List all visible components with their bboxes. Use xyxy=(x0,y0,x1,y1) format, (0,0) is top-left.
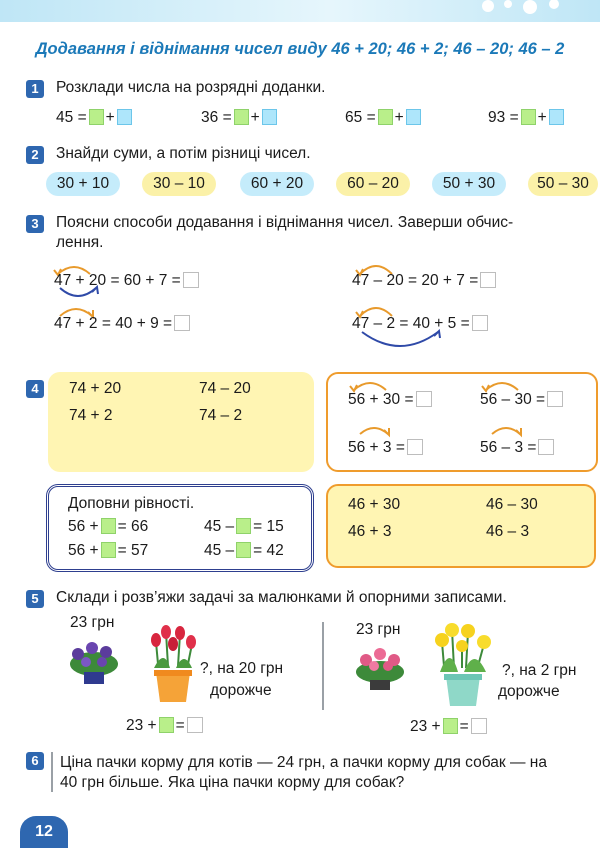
eq-text: 47 – 2 = 40 + 5 = xyxy=(352,315,470,332)
eq-left: 45 – xyxy=(204,518,235,535)
answer-box[interactable] xyxy=(416,391,432,407)
answer-box[interactable] xyxy=(471,718,487,734)
task-6-number: 6 xyxy=(26,752,44,770)
eq-left: 23 + xyxy=(126,717,157,734)
box2-eq-2 xyxy=(480,391,565,409)
eq-text: 56 + 3 = xyxy=(348,439,405,456)
green-answer-box[interactable] xyxy=(101,542,116,558)
eq-left: 56 + xyxy=(68,542,99,559)
pill-diff-3: 50 – 30 xyxy=(528,172,598,196)
task-6-line2: 40 грн більше. Яка ціна пачки корму для собак? xyxy=(60,774,405,791)
box2-eq-3 xyxy=(348,439,425,457)
eq-right: = 15 xyxy=(253,518,284,535)
answer-box[interactable] xyxy=(174,315,190,331)
green-answer-box[interactable] xyxy=(159,717,174,733)
eq-left: 56 + xyxy=(68,518,99,535)
answer-box[interactable] xyxy=(183,272,199,288)
daffodils-pot-icon xyxy=(432,622,494,710)
page-number: 12 xyxy=(20,816,68,848)
task-1-item-1 xyxy=(56,109,134,127)
task-6-bar xyxy=(51,752,53,792)
task-3-arrows xyxy=(40,252,600,362)
left-price: 23 грн xyxy=(70,614,115,631)
task-1-text: Розклади числа на розрядні доданки. xyxy=(56,79,326,96)
eq-right: = 66 xyxy=(117,518,149,535)
plus-sign: + xyxy=(105,109,115,126)
answer-box[interactable] xyxy=(187,717,203,733)
equals-sign: = xyxy=(175,717,185,734)
box3-eq-3 xyxy=(68,542,148,560)
pill-sum-2: 60 + 20 xyxy=(240,172,314,196)
blue-answer-box[interactable] xyxy=(549,109,564,125)
box4-expr-2: 46 – 30 xyxy=(486,496,538,513)
task-2-number: 2 xyxy=(26,146,44,164)
equals-sign: = xyxy=(459,718,469,735)
eq-text: 56 – 30 = xyxy=(480,391,546,408)
green-answer-box[interactable] xyxy=(378,109,393,125)
right-question-1: ?, на 2 грн xyxy=(502,662,577,679)
task-6-line1: Ціна пачки корму для котів — 24 грн, а пачки корму для собак — на xyxy=(60,754,547,771)
pill-sum-1: 30 + 10 xyxy=(46,172,120,196)
task-3-number: 3 xyxy=(26,215,44,233)
task-3-eq-4 xyxy=(352,315,490,333)
task-5-divider xyxy=(322,622,324,710)
box1-expr-3: 74 + 2 xyxy=(69,407,113,424)
eq-right: = 42 xyxy=(253,542,284,559)
plus-sign: + xyxy=(250,109,260,126)
eq-left: 45 – xyxy=(204,542,235,559)
task-1-item-2 xyxy=(201,109,279,127)
pill-sum-3: 50 + 30 xyxy=(432,172,506,196)
equals-sign: = xyxy=(366,109,376,126)
right-price: 23 грн xyxy=(356,621,401,638)
plus-sign: + xyxy=(537,109,547,126)
box2-eq-4 xyxy=(480,439,556,457)
equals-sign: = xyxy=(509,109,519,126)
page-title: Додавання і віднімання чисел виду 46 + 20; 46 + 2; 46 – 20; 46 – 2 xyxy=(35,40,565,58)
task-1-item-3 xyxy=(345,109,423,127)
right-question-2: дорожче xyxy=(498,683,560,700)
eq-text: 47 + 20 = 60 + 7 = xyxy=(54,272,181,289)
answer-box[interactable] xyxy=(538,439,554,455)
left-equation xyxy=(126,717,205,735)
pill-diff-1: 30 – 10 xyxy=(142,172,216,196)
box3-title: Доповни рівності. xyxy=(68,495,195,512)
answer-box[interactable] xyxy=(472,315,488,331)
left-question-2: дорожче xyxy=(210,682,272,699)
number: 93 xyxy=(488,109,506,126)
box4-expr-3: 46 + 3 xyxy=(348,523,392,540)
eq-left: 23 + xyxy=(410,718,441,735)
task-5-text: Склади і розв’яжи задачі за малюнками й опорними записами. xyxy=(56,589,507,606)
eq-text: 56 – 3 = xyxy=(480,439,537,456)
box1-expr-2: 74 – 20 xyxy=(199,380,251,397)
equals-sign: = xyxy=(222,109,232,126)
green-answer-box[interactable] xyxy=(443,718,458,734)
blue-answer-box[interactable] xyxy=(262,109,277,125)
box3-eq-2 xyxy=(204,518,284,536)
task-1-number: 1 xyxy=(26,80,44,98)
violets-pot-icon xyxy=(66,634,122,686)
answer-box[interactable] xyxy=(407,439,423,455)
task-2-text: Знайди суми, а потім різниці чисел. xyxy=(56,145,311,162)
plus-sign: + xyxy=(394,109,404,126)
answer-box[interactable] xyxy=(480,272,496,288)
task-3-text-line2: лення. xyxy=(56,234,104,251)
right-equation xyxy=(410,718,489,736)
pill-diff-2: 60 – 20 xyxy=(336,172,410,196)
box4-expr-1: 46 + 30 xyxy=(348,496,401,513)
number: 65 xyxy=(345,109,363,126)
box2-eq-1 xyxy=(348,391,434,409)
task-3-eq-3 xyxy=(54,315,192,333)
task-3-eq-1 xyxy=(54,272,201,290)
number: 45 xyxy=(56,109,74,126)
eq-text: 56 + 30 = xyxy=(348,391,414,408)
green-answer-box[interactable] xyxy=(236,518,251,534)
box4-expr-4: 46 – 3 xyxy=(486,523,530,540)
task-3-text-line1: Поясни способи додавання і віднімання чисел. Заверши обчис- xyxy=(56,214,514,231)
task-4-number: 4 xyxy=(26,380,44,398)
left-question-1: ?, на 20 грн xyxy=(200,660,284,677)
box1-expr-1: 74 + 20 xyxy=(69,380,122,397)
blue-answer-box[interactable] xyxy=(406,109,421,125)
tulips-pot-icon xyxy=(150,624,196,706)
primroses-pot-icon xyxy=(352,640,408,692)
green-answer-box[interactable] xyxy=(101,518,116,534)
blue-answer-box[interactable] xyxy=(117,109,132,125)
bubbles-decoration xyxy=(468,0,578,18)
eq-text: 47 – 20 = 20 + 7 = xyxy=(352,272,479,289)
box3-eq-1 xyxy=(68,518,148,536)
number: 36 xyxy=(201,109,219,126)
box1-expr-4: 74 – 2 xyxy=(199,407,243,424)
answer-box[interactable] xyxy=(547,391,563,407)
task-1-item-4 xyxy=(488,109,566,127)
eq-right: = 57 xyxy=(117,542,149,559)
task-3-eq-2 xyxy=(352,272,498,290)
box3-eq-4 xyxy=(204,542,284,560)
task-5-number: 5 xyxy=(26,590,44,608)
green-answer-box[interactable] xyxy=(89,109,104,125)
green-answer-box[interactable] xyxy=(236,542,251,558)
equals-sign: = xyxy=(77,109,87,126)
eq-text: 47 + 2 = 40 + 9 = xyxy=(54,315,173,332)
green-answer-box[interactable] xyxy=(234,109,249,125)
green-answer-box[interactable] xyxy=(521,109,536,125)
